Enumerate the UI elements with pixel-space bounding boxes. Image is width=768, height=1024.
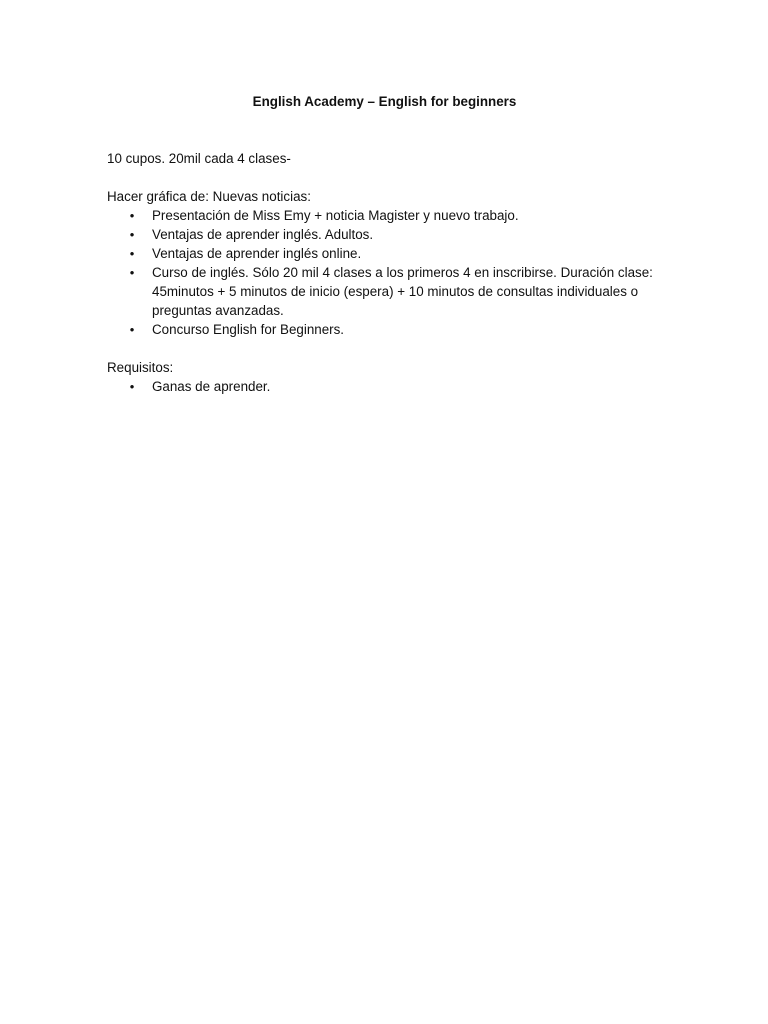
list-item-text: Presentación de Miss Emy + noticia Magister y nuevo trabajo.	[152, 208, 519, 223]
bullet-icon: •	[129, 208, 135, 223]
list-item-text: Curso de inglés. Sólo 20 mil 4 clases a los primeros 4 en inscribirse. Duración clase: 45minutos + 5 minutos de inicio (espera) + 10 minutos de consultas individuales o preguntas avanzadas.	[152, 265, 653, 318]
bullet-icon: •	[129, 322, 135, 337]
list-item	[107, 225, 677, 244]
list-item-text: Ventajas de aprender inglés online.	[152, 246, 362, 261]
list-item	[107, 206, 677, 225]
spacer	[107, 168, 677, 187]
spacer	[107, 339, 677, 358]
bullet-icon: •	[129, 265, 135, 280]
requirements-heading: Requisitos:	[107, 360, 174, 375]
bullet-icon: •	[129, 246, 135, 261]
list-item	[107, 263, 677, 320]
news-heading: Hacer gráfica de: Nuevas noticias:	[107, 189, 311, 204]
bullet-icon: •	[129, 379, 135, 394]
list-item	[107, 377, 677, 396]
cupos-line: 10 cupos. 20mil cada 4 clases-	[107, 151, 291, 166]
list-item-text: Concurso English for Beginners.	[152, 322, 345, 337]
bullet-icon: •	[129, 227, 135, 242]
news-list	[107, 206, 677, 339]
document-title: English Academy – English for beginners	[252, 94, 517, 109]
list-item	[107, 320, 677, 339]
requirements-list	[107, 377, 677, 396]
list-item-text: Ventajas de aprender inglés. Adultos.	[152, 227, 374, 242]
list-item-text: Ganas de aprender.	[152, 379, 271, 394]
document-body	[107, 92, 677, 396]
list-item	[107, 244, 677, 263]
